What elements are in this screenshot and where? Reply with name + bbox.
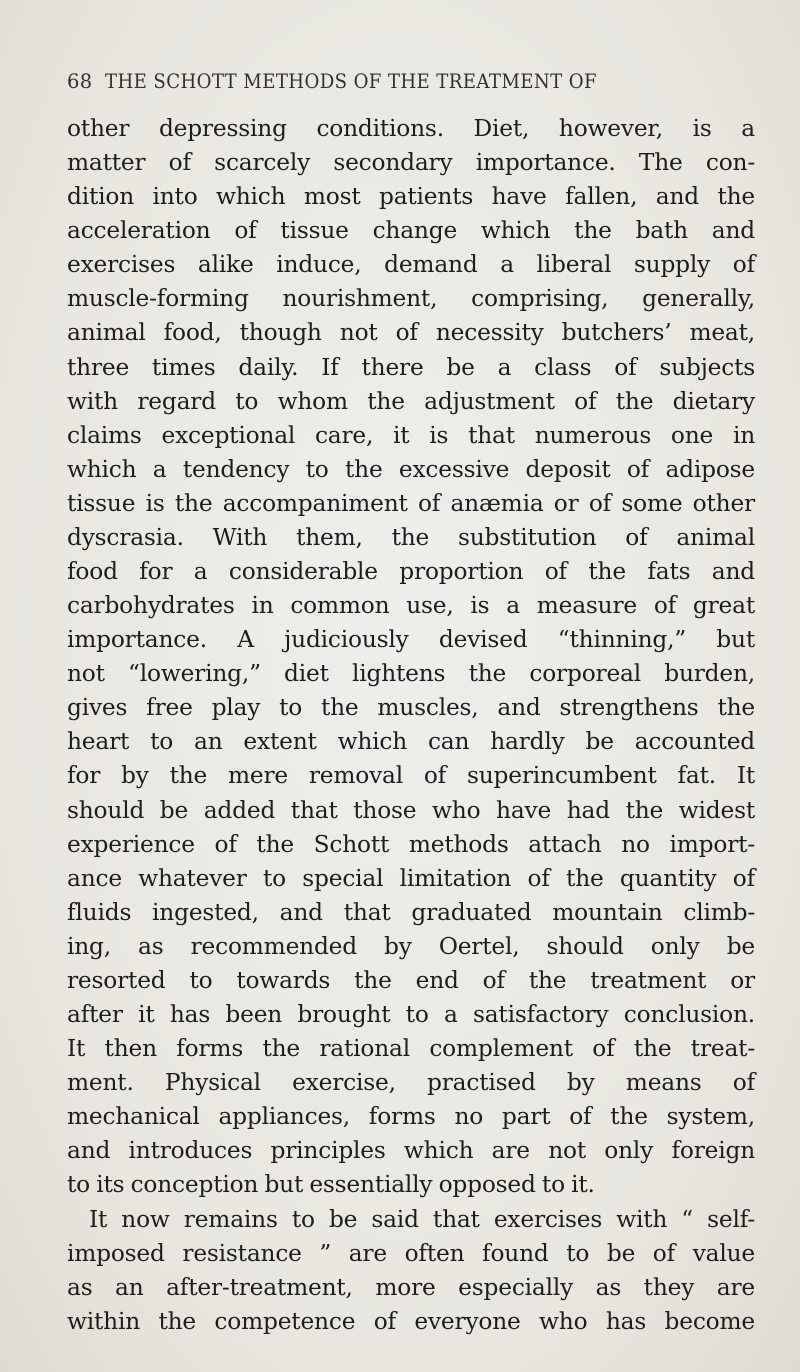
- text-line: three times daily. If there be a class of subjects: [67, 353, 755, 381]
- text-line: other depressing conditions. Diet, however, is a: [67, 115, 755, 142]
- text-line: carbohydrates in common use, is a measure of great: [67, 592, 755, 620]
- body-text: [67, 112, 755, 1339]
- paragraph-diet: [67, 112, 755, 1203]
- running-head: [67, 70, 757, 93]
- text-line: tissue is the accompaniment of anæmia or of some other: [67, 489, 755, 517]
- text-line: should be added that those who have had the widest: [67, 796, 755, 824]
- text-line: food for a considerable proportion of the fats and: [67, 558, 755, 586]
- text-line: exercises alike induce, demand a liberal supply of: [67, 251, 755, 279]
- text-line: for by the mere removal of superincumbent fat. It: [67, 762, 755, 790]
- text-line: imposed resistance ” are often found to be of value: [67, 1239, 755, 1267]
- text-line: and introduces principles which are not only foreign: [67, 1137, 755, 1165]
- running-title: THE SCHOTT METHODS OF THE TREATMENT OF: [104, 70, 597, 93]
- text-line: resorted to towards the end of the treatment or: [67, 966, 755, 994]
- text-line: muscle-forming nourishment, comprising, generally,: [67, 285, 755, 313]
- text-line: ance whatever to special limitation of the quantity of: [67, 864, 755, 892]
- text-line: claims exceptional care, it is that numerous one in: [67, 421, 755, 449]
- text-line: as an after-treatment, more especially as they are: [67, 1273, 755, 1301]
- text-line: importance. A judiciously devised “thinning,” but: [67, 626, 755, 654]
- text-line: with regard to whom the adjustment of the dietary: [67, 387, 755, 415]
- text-line: after it has been brought to a satisfactory conclusion.: [67, 1001, 755, 1029]
- text-line: to its conception but essentially opposed to it.: [67, 1171, 595, 1199]
- text-line: matter of scarcely secondary importance. The con-: [67, 149, 755, 177]
- text-line: It now remains to be said that exercises with “ self-: [89, 1205, 755, 1233]
- text-line: not “lowering,” diet lightens the corporeal burden,: [67, 660, 755, 688]
- text-line: which a tendency to the excessive deposit of adipose: [67, 455, 755, 483]
- text-line: fluids ingested, and that graduated mountain climb-: [67, 898, 755, 926]
- text-line: dyscrasia. With them, the substitution of animal: [67, 523, 755, 551]
- text-line: It then forms the rational complement of the treat-: [67, 1035, 755, 1063]
- text-line: heart to an extent which can hardly be accounted: [67, 728, 755, 756]
- page-number: 68: [67, 70, 93, 93]
- text-line: experience of the Schott methods attach no import-: [67, 830, 755, 858]
- text-line: acceleration of tissue change which the bath and: [67, 217, 755, 245]
- paragraph-resistance-exercises: [67, 1203, 755, 1339]
- text-line: animal food, though not of necessity butchers’ meat,: [67, 319, 755, 347]
- text-line: ment. Physical exercise, practised by means of: [67, 1069, 755, 1097]
- text-line: dition into which most patients have fallen, and the: [67, 183, 755, 211]
- text-line: ing, as recommended by Oertel, should only be: [67, 932, 755, 960]
- text-line: within the competence of everyone who has become: [67, 1307, 755, 1335]
- text-line: mechanical appliances, forms no part of the system,: [67, 1103, 755, 1131]
- text-line: gives free play to the muscles, and strengthens the: [67, 694, 755, 722]
